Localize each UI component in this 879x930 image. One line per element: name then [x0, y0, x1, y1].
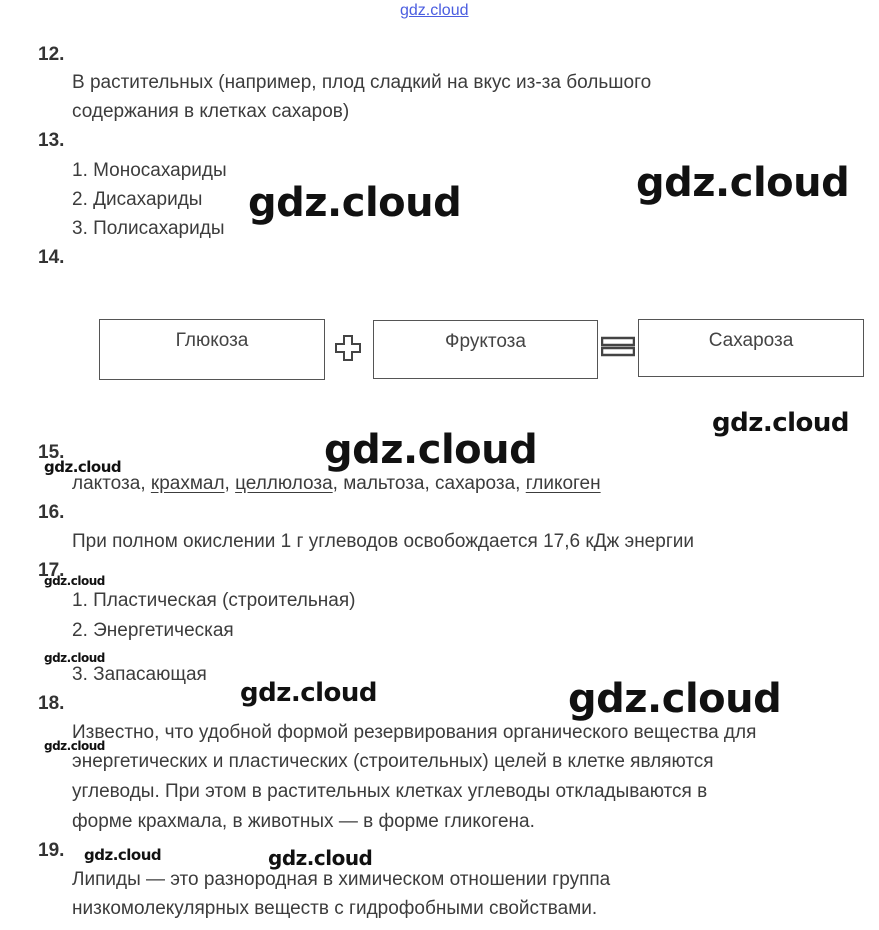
watermark: gdz.cloud [636, 160, 850, 206]
question-18-line-2: энергетических и пластических (строительных) целей в клетке являются [72, 751, 714, 772]
question-18-line-4: форме крахмала, в животных — в форме гликогена. [72, 811, 535, 832]
separator: , [424, 473, 436, 494]
separator: , [140, 473, 151, 494]
word-lactose: лактоза [72, 473, 141, 494]
question-19-line-2: низкомолекулярных веществ с гидрофобными свойствами. [72, 898, 598, 919]
question-12-line-1: В растительных (например, плод сладкий на вкус из-за большого [72, 72, 652, 93]
question-16-number: 16. [38, 502, 65, 523]
question-13-number: 13. [38, 130, 65, 151]
word-glycogen: гликоген [525, 473, 601, 494]
watermark: gdz.cloud [44, 458, 122, 476]
question-15-words [72, 469, 601, 498]
question-18-number: 18. [38, 693, 65, 714]
question-17-item-3: 3. Запасающая [72, 664, 207, 685]
question-13-item-1: 1. Моносахариды [72, 160, 227, 181]
separator: , [515, 473, 526, 494]
watermark: gdz.cloud [44, 651, 105, 665]
word-cellulose: целлюлоза [235, 473, 333, 494]
question-12-number: 12. [38, 44, 65, 65]
word-maltose: мальтоза [343, 473, 425, 494]
box-fructose: Фруктоза [373, 320, 598, 379]
box-glucose: Глюкоза [99, 319, 325, 380]
watermark-top: gdz.cloud [400, 2, 469, 19]
separator: , [332, 473, 344, 494]
question-19-number: 19. [38, 840, 65, 861]
watermark: gdz.cloud [568, 676, 782, 722]
watermark: gdz.cloud [240, 678, 378, 708]
question-19-line-1: Липиды — это разнородная в химическом отношении группа [72, 869, 611, 890]
question-15-number: 15. [38, 442, 65, 463]
plus-icon [334, 334, 362, 362]
watermark: gdz.cloud [44, 574, 105, 588]
question-12-line-2: содержания в клетках сахаров) [72, 101, 350, 122]
watermark: gdz.cloud [712, 408, 850, 438]
question-14-number: 14. [38, 247, 65, 268]
watermark: gdz.cloud [84, 846, 162, 864]
watermark: gdz.cloud [248, 180, 462, 226]
watermark: gdz.cloud [44, 739, 105, 753]
word-sucrose: сахароза [435, 473, 516, 494]
question-17-item-2: 2. Энергетическая [72, 620, 234, 641]
box-sucrose: Сахароза [638, 319, 864, 377]
question-13-item-2: 2. Дисахариды [72, 189, 203, 210]
watermark: gdz.cloud [324, 427, 538, 473]
equals-icon [601, 336, 635, 358]
separator: , [224, 473, 236, 494]
question-18-line-1: Известно, что удобной формой резервирования органического вещества для [72, 722, 757, 743]
question-18-line-3: углеводы. При этом в растительных клетках углеводы откладываются в [72, 781, 708, 802]
word-starch: крахмал [150, 473, 225, 494]
question-17-item-1: 1. Пластическая (строительная) [72, 590, 356, 611]
question-13-item-3: 3. Полисахариды [72, 218, 225, 239]
question-17-number: 17. [38, 560, 65, 581]
watermark: gdz.cloud [268, 846, 373, 870]
question-16-text: При полном окислении 1 г углеводов освобождается 17,6 кДж энергии [72, 531, 694, 552]
